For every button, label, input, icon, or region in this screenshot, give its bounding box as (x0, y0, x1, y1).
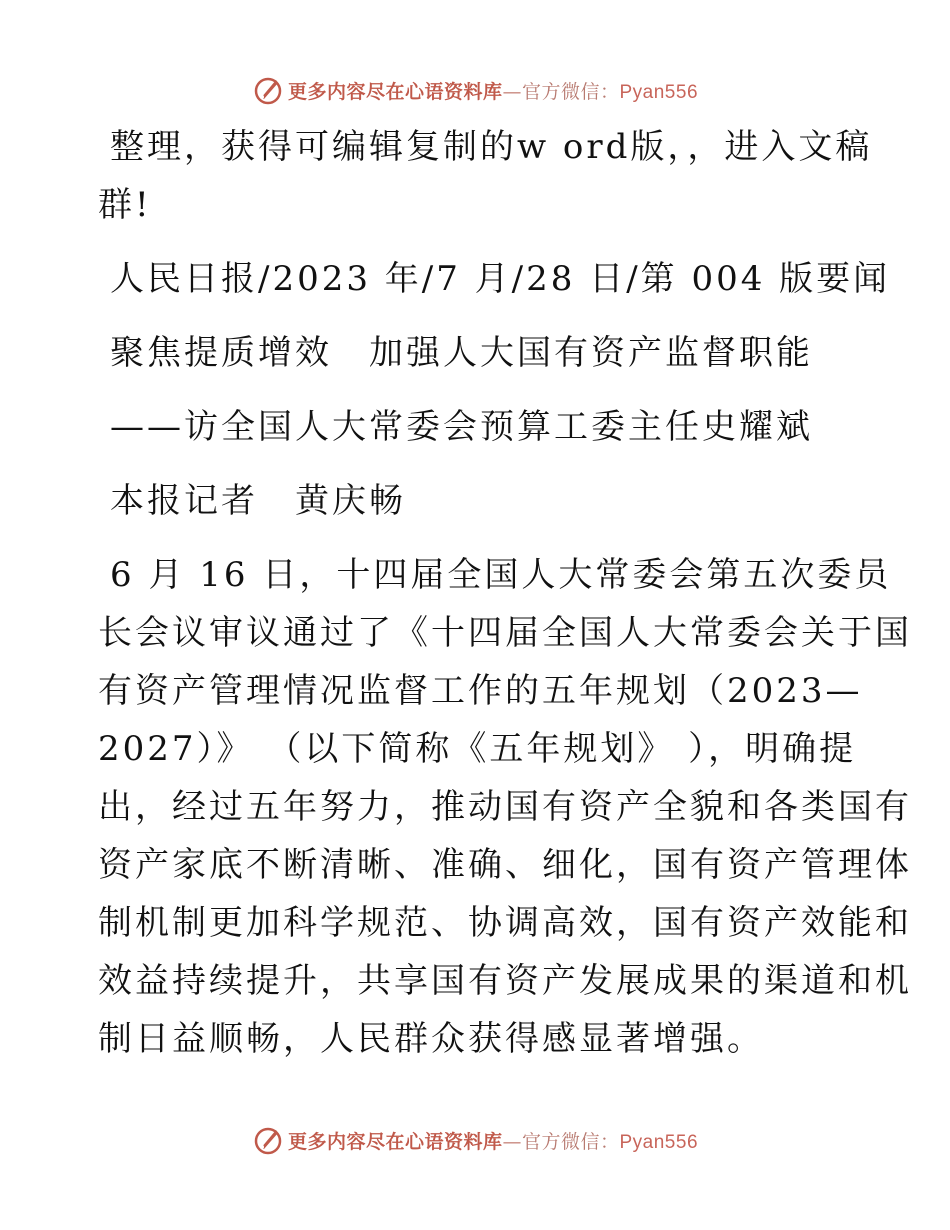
watermark-brand: 更多内容尽在心语资料库 (287, 80, 503, 103)
body-line-7: 制机制更加科学规范、协调高效，国有资产效能和 (98, 903, 912, 943)
watermark-text (288, 1127, 698, 1154)
body-line-4: 2027）》 （以下简称《五年规划》 ），明确提 (98, 729, 857, 769)
watermark-text (288, 77, 698, 104)
watermark-separator: — (502, 80, 522, 103)
body-line-2: 长会议审议通过了《十四届全国人大常委会关于国 (98, 613, 912, 653)
quill-logo-icon (252, 74, 284, 106)
quill-logo-icon (252, 1124, 284, 1156)
body-line-5: 出，经过五年努力，推动国有资产全貌和各类国有 (98, 787, 912, 827)
body-line-9: 制日益顺畅，人民群众获得感显著增强。 (98, 1019, 764, 1059)
watermark-wechat-label: 官方微信： (521, 1130, 620, 1153)
article-byline: 本报记者 黄庆畅 (110, 481, 406, 521)
article-title: 聚焦提质增效 加强人大国有资产监督职能 (110, 333, 813, 373)
watermark-handle: Pyan556 (619, 81, 699, 103)
watermark-brand: 更多内容尽在心语资料库 (287, 1130, 503, 1153)
header-watermark-banner (0, 70, 950, 110)
watermark-wechat-label: 官方微信： (521, 80, 620, 103)
footer-watermark-banner (0, 1120, 950, 1160)
document-body (98, 118, 912, 1068)
intro-line-1: 整理，获得可编辑复制的w ord版，，进入文稿 (110, 127, 873, 167)
article-source: 人民日报/2023 年/7 月/28 日/第 004 版要闻 (110, 259, 891, 299)
article-subtitle: ——访全国人大常委会预算工委主任史耀斌 (110, 407, 813, 447)
watermark-handle: Pyan556 (619, 1131, 699, 1153)
body-line-3: 有资产管理情况监督工作的五年规划（2023— (98, 671, 863, 711)
body-line-6: 资产家底不断清晰、准确、细化，国有资产管理体 (98, 845, 912, 885)
body-line-8: 效益持续提升，共享国有资产发展成果的渠道和机 (98, 961, 912, 1001)
watermark-separator: — (502, 1130, 522, 1153)
body-line-1: 6 月 16 日，十四届全国人大常委会第五次委员 (110, 555, 892, 595)
intro-line-2: 群! (98, 185, 152, 225)
